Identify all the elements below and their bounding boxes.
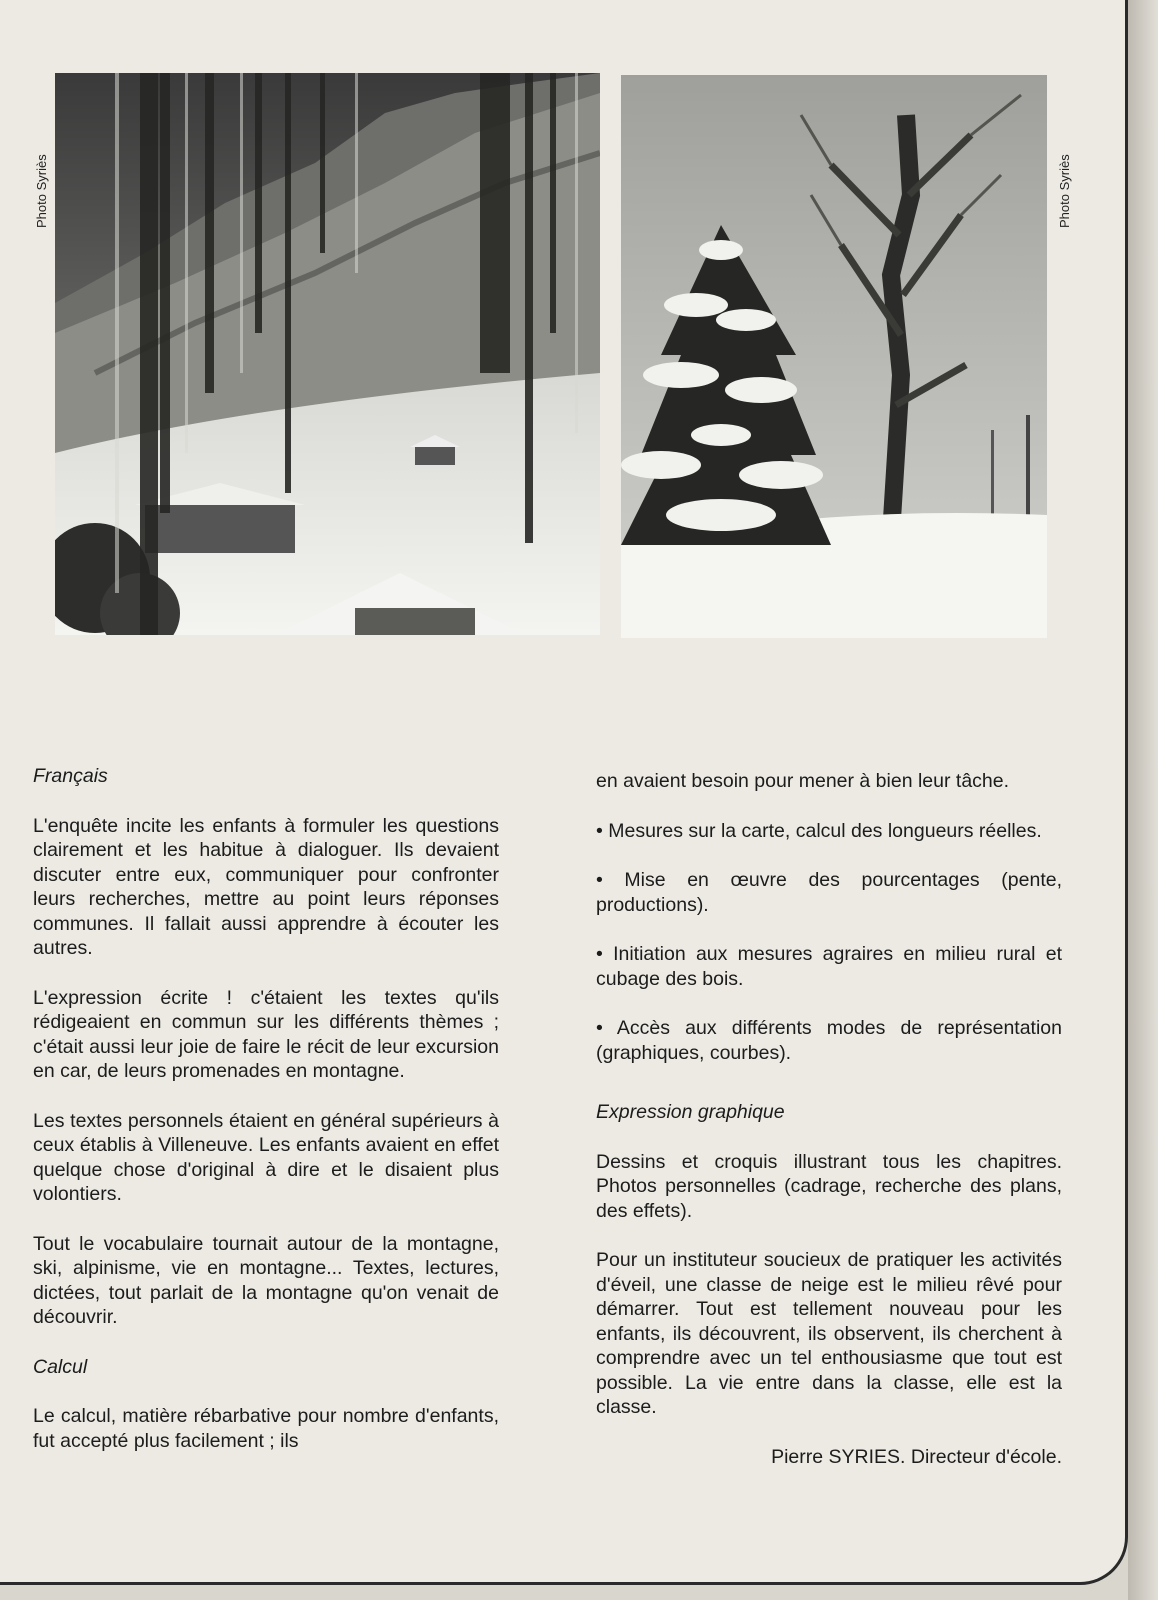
paragraph-enquete: L'enquête incite les enfants à formuler les questions clairement et les habitue à dialoguer. Ils devaient discuter entre eux, communiquer pour confronter leurs recherches, mettre au point leurs réponses communes. Il fallait aussi apprendre à écouter les autres. — [33, 814, 499, 959]
bullet-mesures-carte: • Mesures sur la carte, calcul des longueurs réelles. — [596, 819, 1042, 842]
photo-snowy-fir — [621, 75, 1047, 638]
heading-calcul: Calcul — [33, 1355, 88, 1378]
bullet-pourcentages: • Mise en œuvre des pourcentages (pente, productions). — [596, 869, 1062, 916]
bullet-representation: • Accès aux différents modes de représentation (graphiques, courbes). — [596, 1017, 1062, 1064]
left-column — [33, 764, 499, 1478]
paragraph-dessins: Dessins et croquis illustrant tous les chapitres. Photos personnelles (cadrage, recherche des plans, des effets). — [596, 1150, 1062, 1222]
paragraph-vocabulaire: Tout le vocabulaire tournait autour de la montagne, ski, alpinisme, vie en montagne... Textes, lectures, dictées, tout parlait de la montagne qu'on venait de découvrir. — [33, 1232, 499, 1328]
photo-credit-left: Photo Syriès — [34, 154, 49, 228]
bullet-mesures-agraires: • Initiation aux mesures agraires en milieu rural et cubage des bois. — [596, 943, 1062, 990]
paragraph-expression-ecrite: L'expression écrite ! c'étaient les textes qu'ils rédigeaient en commun sur les différents thèmes ; c'était aussi leur joie de faire le récit de leur excursion en car, de leurs promenades en montagne. — [33, 986, 499, 1082]
page-binding-edge — [1128, 0, 1158, 1600]
snowy-fir-illustration — [621, 75, 1047, 638]
heading-expression-graphique: Expression graphique — [596, 1101, 785, 1123]
signature: Pierre SYRIES. Directeur d'école. — [771, 1445, 1062, 1468]
photo-credit-right: Photo Syriès — [1057, 154, 1072, 228]
paragraph-besoin: en avaient besoin pour mener à bien leur tâche. — [596, 770, 1010, 792]
heading-francais: Français — [33, 765, 108, 787]
icicles-village-illustration — [55, 73, 600, 635]
right-column — [596, 769, 1062, 1494]
paragraph-instituteur: Pour un instituteur soucieux de pratiquer les activités d'éveil, une classe de neige est le milieu rêvé pour démarrer. Tout est tellement nouveau pour les enfants, ils découvrent, ils observent, ils cherchent à comprendre avec un tel enthousiasme que tout est possible. La vie entre dans la classe, elle est la classe. — [596, 1249, 1062, 1418]
paragraph-textes-personnels: Les textes personnels étaient en général supérieurs à ceux établis à Villeneuve. Les enfants avaient en effet quelque chose d'original à dire et le disaient plus volontiers. — [33, 1109, 499, 1205]
photo-icicles-village — [55, 73, 600, 635]
paragraph-calcul: Le calcul, matière rébarbative pour nombre d'enfants, fut accepté plus facilement ; ils — [33, 1405, 499, 1452]
